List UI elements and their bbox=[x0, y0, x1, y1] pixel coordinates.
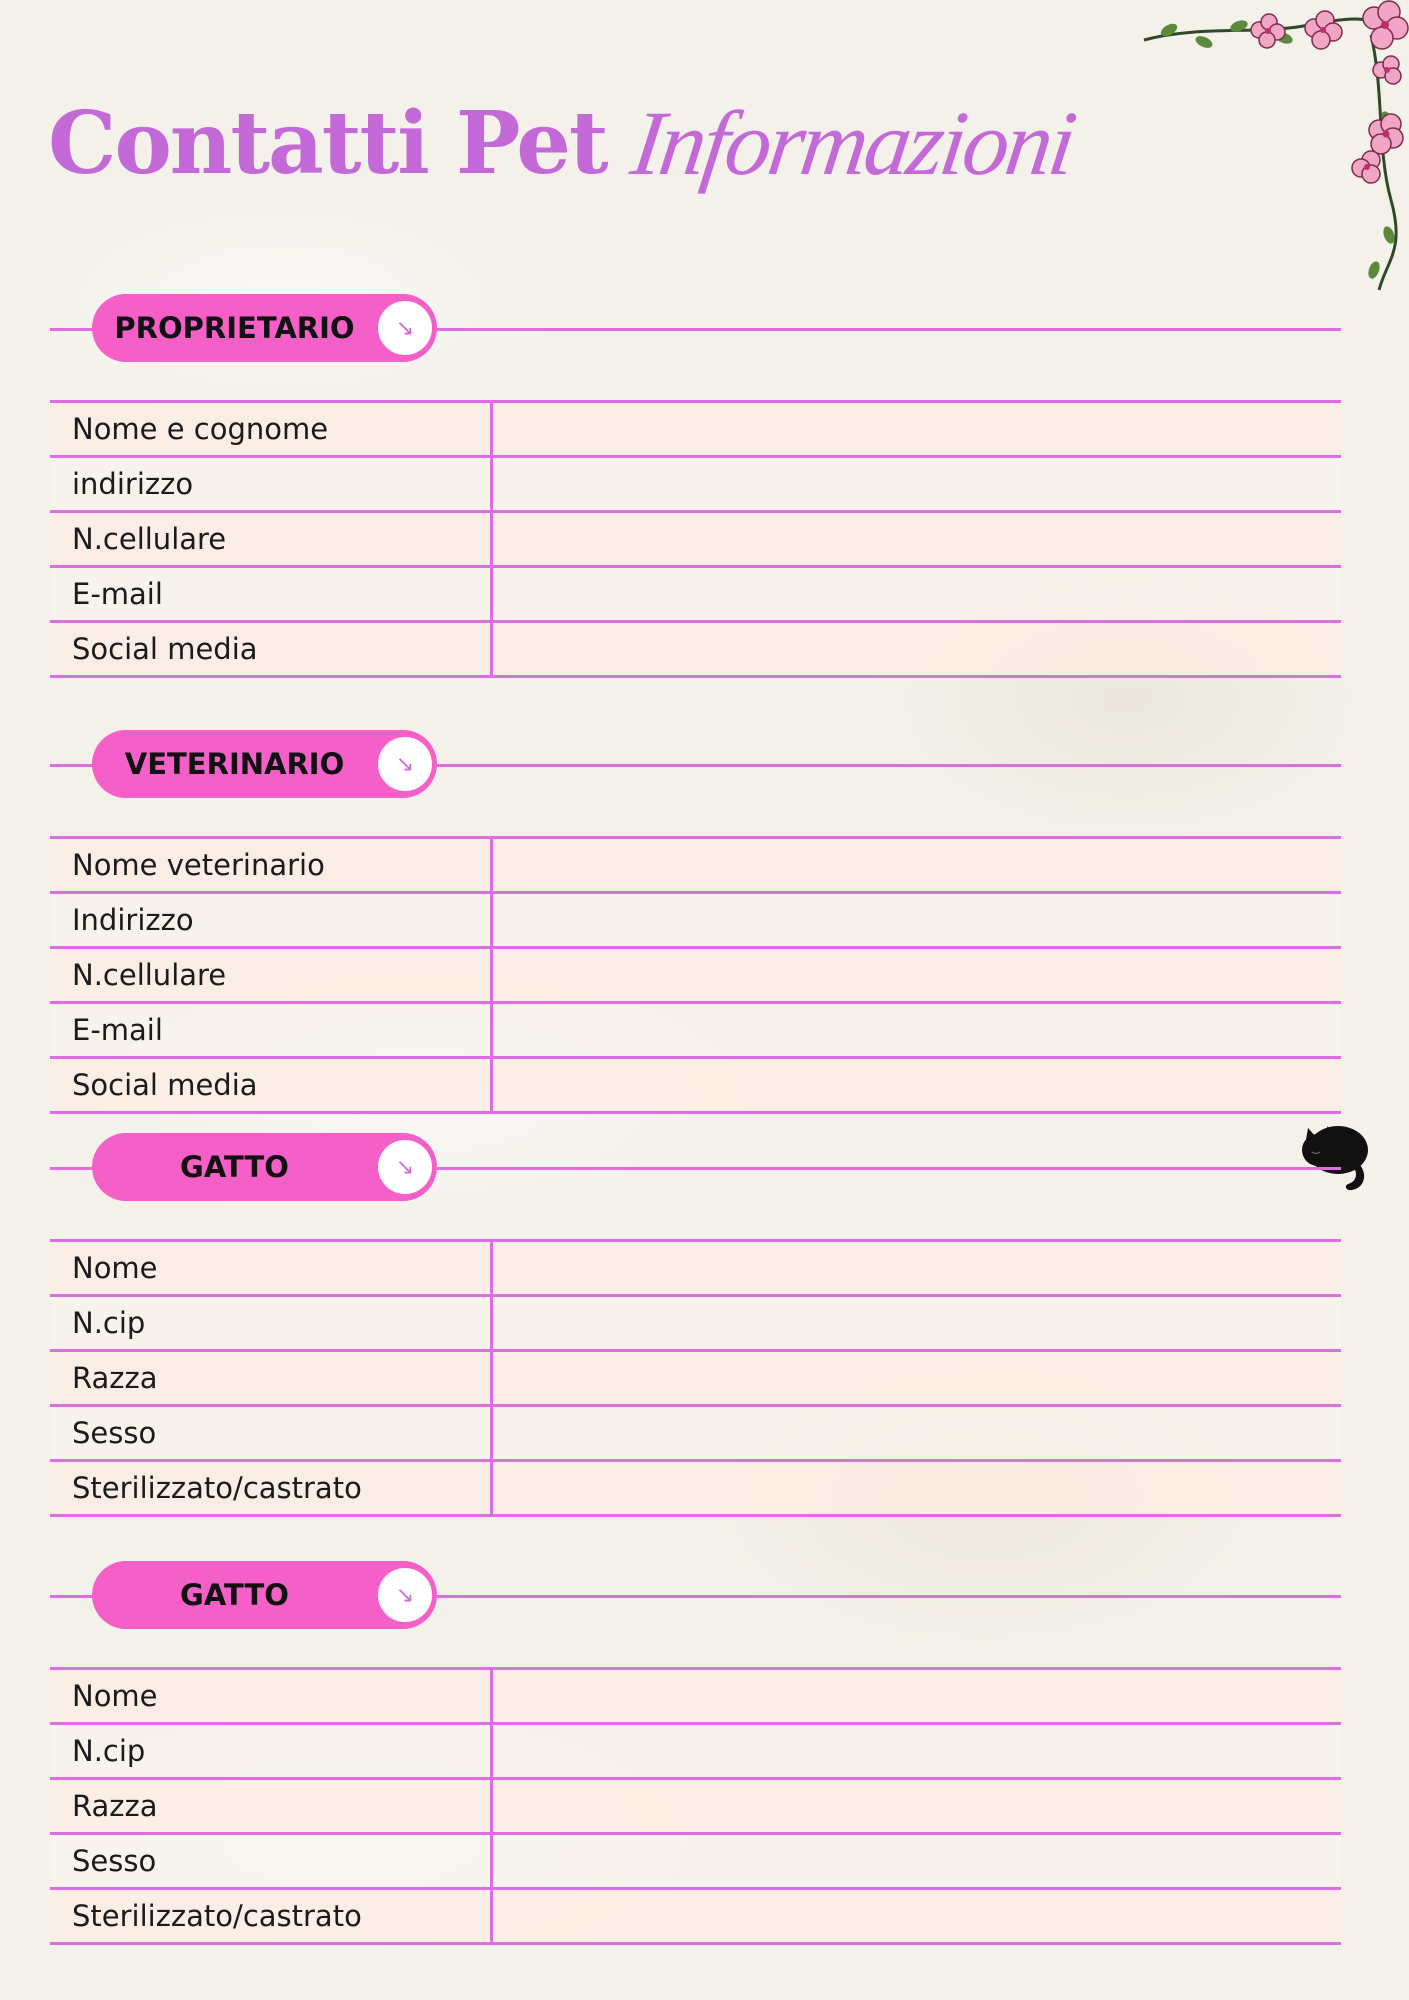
table-row bbox=[50, 839, 1341, 894]
table-row bbox=[50, 623, 1341, 678]
table-row bbox=[50, 1352, 1341, 1407]
section-title: GATTO bbox=[180, 1578, 289, 1612]
row-value-field[interactable] bbox=[493, 568, 1341, 620]
table-row bbox=[50, 1890, 1341, 1945]
row-label: N.cip bbox=[50, 1297, 493, 1349]
row-value-field[interactable] bbox=[493, 1670, 1341, 1722]
arrow-down-right-icon: ↘ bbox=[378, 737, 432, 791]
row-value-field[interactable] bbox=[493, 1725, 1341, 1777]
table-row bbox=[50, 458, 1341, 513]
row-value-field[interactable] bbox=[493, 1352, 1341, 1404]
table-row bbox=[50, 949, 1341, 1004]
floral-corner-icon bbox=[1109, 0, 1409, 300]
title-script: Informazioni bbox=[625, 92, 1080, 194]
info-table bbox=[50, 836, 1341, 1114]
table-row bbox=[50, 1462, 1341, 1517]
row-value-field[interactable] bbox=[493, 1780, 1341, 1832]
table-row bbox=[50, 513, 1341, 568]
row-label: Sesso bbox=[50, 1835, 493, 1887]
row-value-field[interactable] bbox=[493, 1059, 1341, 1111]
row-label: Social media bbox=[50, 623, 493, 675]
row-label: Razza bbox=[50, 1352, 493, 1404]
row-value-field[interactable] bbox=[493, 894, 1341, 946]
row-value-field[interactable] bbox=[493, 839, 1341, 891]
row-value-field[interactable] bbox=[493, 1407, 1341, 1459]
page-title bbox=[48, 78, 1080, 208]
row-value-field[interactable] bbox=[493, 1890, 1341, 1942]
row-label: Razza bbox=[50, 1780, 493, 1832]
section-header-pill bbox=[92, 1561, 437, 1629]
row-value-field[interactable] bbox=[493, 1004, 1341, 1056]
row-label: Nome bbox=[50, 1670, 493, 1722]
row-label: indirizzo bbox=[50, 458, 493, 510]
table-row bbox=[50, 1780, 1341, 1835]
row-label: N.cellulare bbox=[50, 949, 493, 1001]
row-label: E-mail bbox=[50, 1004, 493, 1056]
table-row bbox=[50, 1297, 1341, 1352]
row-label: Sesso bbox=[50, 1407, 493, 1459]
row-label: N.cip bbox=[50, 1725, 493, 1777]
row-value-field[interactable] bbox=[493, 623, 1341, 675]
section-title: PROPRIETARIO bbox=[114, 311, 355, 345]
row-value-field[interactable] bbox=[493, 1297, 1341, 1349]
info-table bbox=[50, 1667, 1341, 1945]
row-value-field[interactable] bbox=[493, 403, 1341, 455]
section-header-pill bbox=[92, 730, 437, 798]
row-label: Indirizzo bbox=[50, 894, 493, 946]
sleeping-cat-icon bbox=[1290, 1110, 1380, 1200]
table-row bbox=[50, 1725, 1341, 1780]
arrow-down-right-icon: ↘ bbox=[378, 1568, 432, 1622]
row-value-field[interactable] bbox=[493, 513, 1341, 565]
info-table bbox=[50, 400, 1341, 678]
arrow-down-right-icon: ↘ bbox=[378, 1140, 432, 1194]
row-value-field[interactable] bbox=[493, 949, 1341, 1001]
table-row bbox=[50, 1242, 1341, 1297]
table-row bbox=[50, 1059, 1341, 1114]
info-table bbox=[50, 1239, 1341, 1517]
row-label: Sterilizzato/castrato bbox=[50, 1890, 493, 1942]
table-row bbox=[50, 1004, 1341, 1059]
table-row bbox=[50, 1407, 1341, 1462]
row-label: E-mail bbox=[50, 568, 493, 620]
row-label: Nome bbox=[50, 1242, 493, 1294]
table-row bbox=[50, 1835, 1341, 1890]
section-header-pill bbox=[92, 1133, 437, 1201]
table-row bbox=[50, 1670, 1341, 1725]
row-label: N.cellulare bbox=[50, 513, 493, 565]
title-main: Contatti Pet bbox=[48, 92, 607, 194]
row-label: Social media bbox=[50, 1059, 493, 1111]
row-label: Sterilizzato/castrato bbox=[50, 1462, 493, 1514]
table-row bbox=[50, 568, 1341, 623]
table-row bbox=[50, 894, 1341, 949]
section-title: VETERINARIO bbox=[124, 747, 345, 781]
section-header-pill bbox=[92, 294, 437, 362]
table-row bbox=[50, 403, 1341, 458]
row-value-field[interactable] bbox=[493, 1835, 1341, 1887]
row-label: Nome e cognome bbox=[50, 403, 493, 455]
row-value-field[interactable] bbox=[493, 458, 1341, 510]
row-label: Nome veterinario bbox=[50, 839, 493, 891]
row-value-field[interactable] bbox=[493, 1462, 1341, 1514]
row-value-field[interactable] bbox=[493, 1242, 1341, 1294]
arrow-down-right-icon: ↘ bbox=[378, 301, 432, 355]
section-title: GATTO bbox=[180, 1150, 289, 1184]
